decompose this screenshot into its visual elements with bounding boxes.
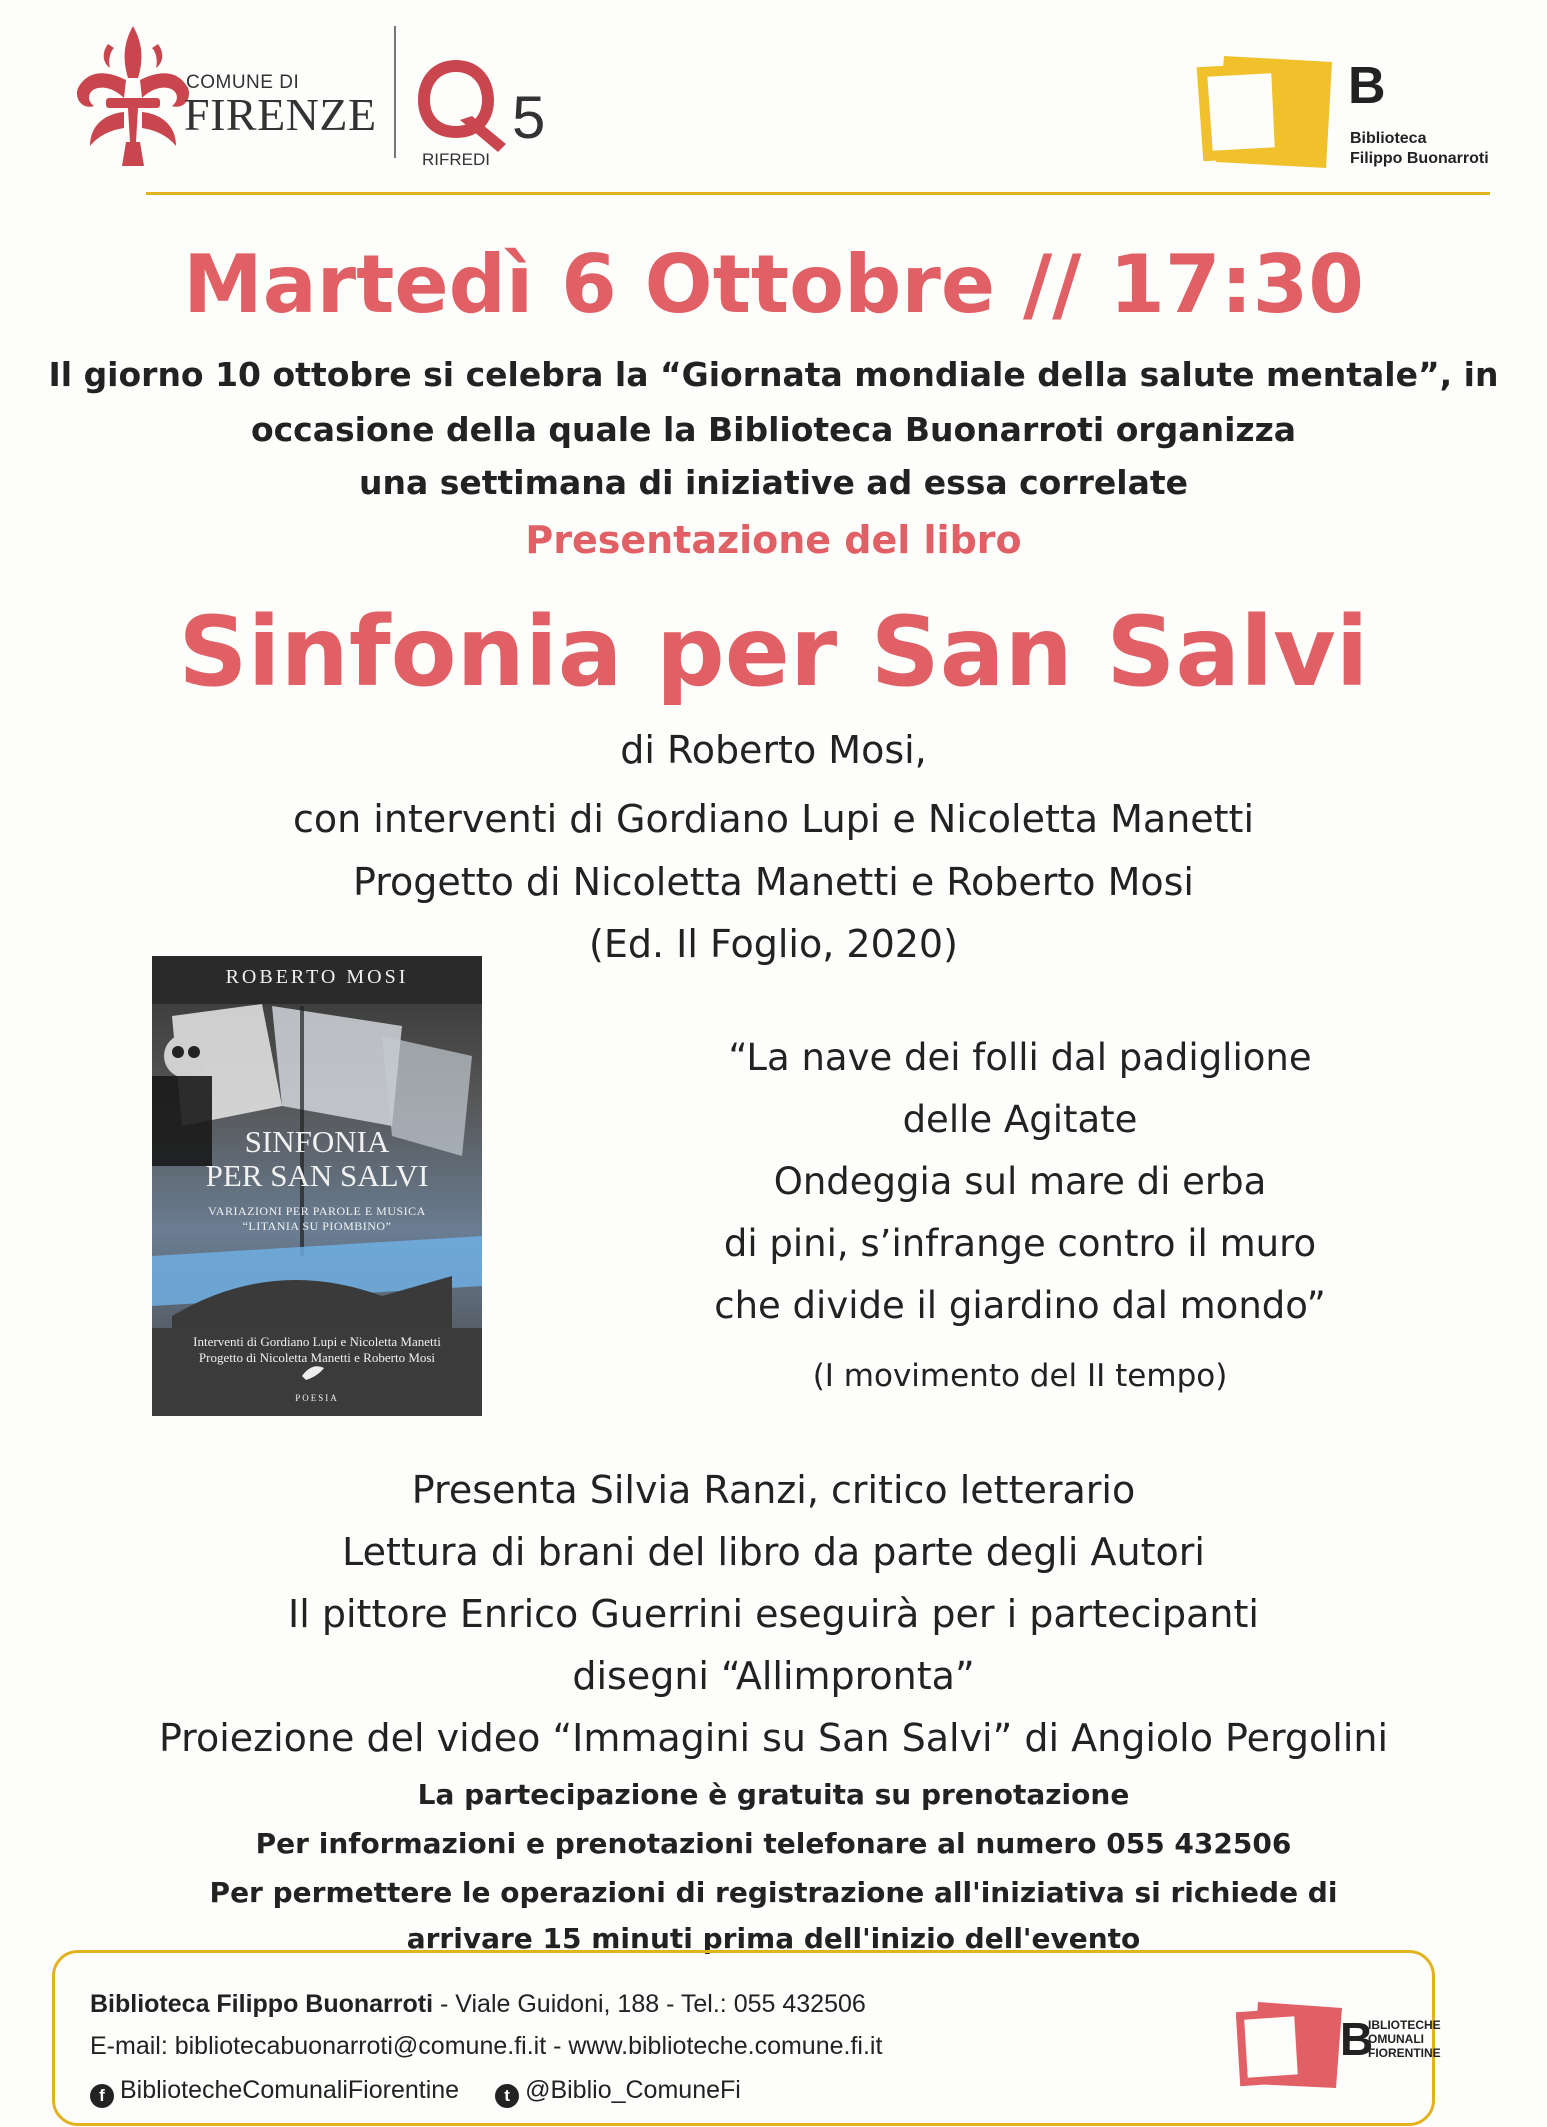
cover-title-2: PER SAN SALVI: [205, 1158, 429, 1193]
footer-email-line[interactable]: E-mail: bibliotecabuonarroti@comune.fi.it - www.biblioteche.comune.fi.it: [90, 2032, 883, 2060]
book-credits-1: con interventi di Gordiano Lupi e Nicoletta Manetti: [292, 797, 1255, 841]
program-line-2: Lettura di brani del libro da parte degli Autori: [342, 1530, 1205, 1574]
firenze-lily-logo: [68, 22, 198, 170]
cover-subtitle-2: “LITANIA SU PIOMBINO”: [242, 1219, 392, 1233]
biblioteca-name-line1: Biblioteca: [1350, 130, 1427, 147]
header-divider: [394, 26, 396, 158]
program-line-5: Proiezione del video “Immagini su San Salvi” di Angiolo Pergolini: [158, 1716, 1389, 1760]
bcf-text-2: OMUNALI: [1368, 2032, 1424, 2046]
bcf-text-3: FIORENTINE: [1368, 2046, 1441, 2060]
cover-publisher: POESIA: [295, 1393, 339, 1403]
footer-facebook[interactable]: BibliotecheComunaliFiorentine: [120, 2076, 460, 2104]
footer-address-line: [90, 1990, 866, 2019]
biblioteca-b-letter: B: [1348, 57, 1386, 115]
facebook-icon: f: [90, 2084, 114, 2108]
cover-subtitle-1: VARIAZIONI PER PAROLE E MUSICA: [208, 1204, 426, 1218]
note-line-1: La partecipazione è gratuita su prenotazione: [417, 1778, 1130, 1811]
event-date: Martedì 6 Ottobre // 17:30: [183, 238, 1364, 331]
cover-title-1: SINFONIA: [244, 1124, 390, 1159]
note-line-3: Per permettere le operazioni di registrazione all'iniziativa si richiede di: [209, 1876, 1338, 1909]
bcf-b-letter: B: [1340, 2013, 1374, 2065]
bcf-text-1: IBLIOTECHE: [1368, 2018, 1441, 2032]
program-line-4: disegni “Allimpronta”: [572, 1654, 975, 1698]
program-line-3: Il pittore Enrico Guerrini eseguirà per i partecipanti: [288, 1592, 1259, 1636]
footer-social-line: [90, 2076, 741, 2108]
intro-line-2: occasione della quale la Biblioteca Buonarroti organizza: [250, 410, 1297, 449]
biblioteche-comunali-logo: [1236, 2000, 1346, 2090]
cover-credits-2: Progetto di Nicoletta Manetti e Roberto Mosi: [198, 1350, 436, 1365]
book-credits-2: Progetto di Nicoletta Manetti e Roberto Mosi: [352, 860, 1194, 904]
note-line-4: arrivare 15 minuti prima dell'inizio dell'evento: [406, 1922, 1141, 1955]
quote-line-5: che divide il giardino dal mondo”: [714, 1284, 1326, 1327]
comune-label: COMUNE DI: [186, 72, 300, 93]
quote-line-3: Ondeggia sul mare di erba: [773, 1160, 1267, 1203]
twitter-icon: t: [495, 2084, 519, 2108]
intro-line-3: una settimana di iniziative ad essa correlate: [358, 463, 1189, 502]
note-line-2: Per informazioni e prenotazioni telefonare al numero 055 432506: [255, 1827, 1292, 1860]
book-title: Sinfonia per San Salvi: [178, 596, 1369, 708]
book-author: di Roberto Mosi,: [620, 728, 927, 772]
quote-source: (I movimento del II tempo): [812, 1358, 1228, 1394]
rifredi-label: RIFREDI: [422, 150, 490, 169]
footer-twitter[interactable]: @Biblio_ComuneFi: [525, 2076, 741, 2104]
svg-text:5: 5: [512, 84, 546, 151]
footer-address: - Viale Guidoni, 188 - Tel.: 055 432506: [433, 1990, 866, 2018]
presentation-label: Presentazione del libro: [525, 518, 1022, 562]
cover-credits-1: Interventi di Gordiano Lupi e Nicoletta Manetti: [193, 1334, 441, 1349]
quote-line-2: delle Agitate: [902, 1098, 1138, 1141]
program-line-1: Presenta Silvia Ranzi, critico letterario: [411, 1468, 1136, 1512]
biblioteca-buonarroti-logo: [1196, 52, 1336, 172]
firenze-label: FIRENZE: [184, 89, 377, 140]
quote-line-1: “La nave dei folli dal padiglione: [728, 1036, 1312, 1079]
book-edition: (Ed. Il Foglio, 2020): [589, 922, 958, 966]
biblioteca-name-line2: Filippo Buonarroti: [1350, 150, 1489, 167]
footer-library-name: Biblioteca Filippo Buonarroti: [90, 1990, 434, 2018]
intro-line-1: Il giorno 10 ottobre si celebra la “Giornata mondiale della salute mentale”, in: [48, 355, 1499, 394]
header-rule: [146, 192, 1490, 195]
quote-line-4: di pini, s’infrange contro il muro: [723, 1222, 1317, 1265]
cover-author: ROBERTO MOSI: [225, 966, 409, 988]
book-cover: [152, 956, 482, 1416]
